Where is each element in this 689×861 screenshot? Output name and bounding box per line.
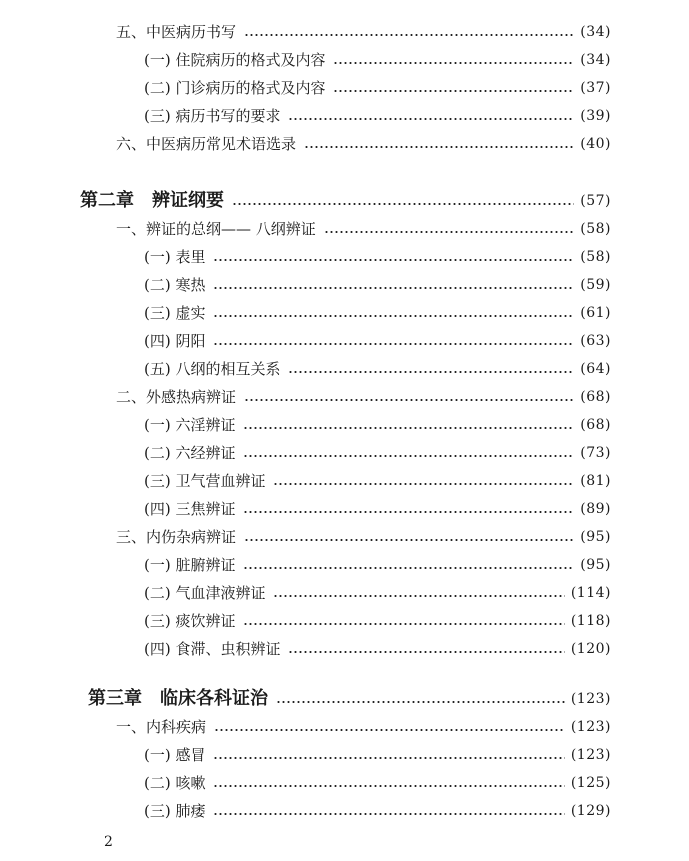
toc-entry-page: (37) xyxy=(580,80,611,96)
toc-entry-page: (40) xyxy=(580,136,611,152)
toc-entry-page: (68) xyxy=(580,417,611,433)
toc-entry xyxy=(116,387,611,407)
toc-entry-page: (95) xyxy=(580,529,611,545)
toc-entry-page: (58) xyxy=(580,249,611,265)
toc-entry xyxy=(144,50,611,70)
toc-entry-title: 二、外感热病辨证 xyxy=(116,388,237,406)
toc-entry-title: (一) 住院病历的格式及内容 xyxy=(144,51,326,69)
toc-entry-title: 一、辨证的总纲—— 八纲辨证 xyxy=(116,220,316,238)
toc-entry-page: (123) xyxy=(570,691,611,707)
leader-dots xyxy=(214,729,565,731)
toc-entry xyxy=(116,22,611,42)
toc-entry-title: (一) 六淫辨证 xyxy=(144,416,236,434)
leader-dots xyxy=(288,651,564,653)
toc-entry-page: (123) xyxy=(570,719,611,735)
leader-dots xyxy=(243,455,574,457)
toc-entry-title: (三) 病历书写的要求 xyxy=(144,107,281,125)
toc-entry xyxy=(144,359,611,379)
toc-entry-title: (三) 卫气营血辨证 xyxy=(144,472,266,490)
leader-dots xyxy=(243,511,574,513)
toc-entry-title: (二) 门诊病历的格式及内容 xyxy=(144,79,326,97)
toc-entry xyxy=(116,527,611,547)
leader-dots xyxy=(213,315,574,317)
toc-entry-title: (一) 脏腑辨证 xyxy=(144,556,236,574)
toc-entry xyxy=(116,717,611,737)
leader-dots xyxy=(304,146,574,148)
toc-entry-title: (一) 表里 xyxy=(144,248,206,266)
leader-dots xyxy=(244,539,574,541)
leader-dots xyxy=(213,757,564,759)
leader-dots xyxy=(243,623,564,625)
toc-entry-page: (120) xyxy=(570,641,611,657)
leader-dots xyxy=(213,343,574,345)
toc-entry xyxy=(144,415,611,435)
leader-dots xyxy=(276,701,565,703)
toc-entry-title: (四) 三焦辨证 xyxy=(144,500,236,518)
leader-dots xyxy=(244,34,574,36)
leader-dots xyxy=(213,785,564,787)
toc-entry xyxy=(116,219,611,239)
leader-dots xyxy=(244,399,574,401)
toc-chapter xyxy=(80,191,611,211)
toc-entry-title: 六、中医病历常见术语选录 xyxy=(116,135,297,153)
leader-dots xyxy=(288,118,574,120)
toc-entry xyxy=(144,247,611,267)
toc-entry-page: (59) xyxy=(580,277,611,293)
toc-entry-page: (63) xyxy=(580,333,611,349)
page-number: 2 xyxy=(104,834,113,850)
toc-entry-page: (68) xyxy=(580,389,611,405)
toc-entry-title: (一) 感冒 xyxy=(144,746,206,764)
toc-entry xyxy=(144,745,611,765)
toc-entry-page: (61) xyxy=(580,305,611,321)
toc-entry-title: 一、内科疾病 xyxy=(116,718,207,736)
toc-entry xyxy=(144,773,611,793)
leader-dots xyxy=(273,483,574,485)
toc-chapter xyxy=(88,689,611,709)
toc-entry xyxy=(144,555,611,575)
toc-entry xyxy=(144,499,611,519)
toc-entry-title: (三) 痰饮辨证 xyxy=(144,612,236,630)
leader-dots xyxy=(243,567,574,569)
toc-entry-page: (125) xyxy=(570,775,611,791)
toc-entry-page: (118) xyxy=(570,613,611,629)
toc-entry-title: 五、中医病历书写 xyxy=(116,23,237,41)
toc-entry-page: (73) xyxy=(580,445,611,461)
toc-entry-page: (64) xyxy=(580,361,611,377)
toc-entry-page: (129) xyxy=(570,803,611,819)
toc-entry-title: (二) 六经辨证 xyxy=(144,444,236,462)
toc-entry-title: (三) 肺痿 xyxy=(144,802,206,820)
toc-chapter-title: 第三章 临床各科证治 xyxy=(88,688,268,709)
leader-dots xyxy=(213,813,564,815)
leader-dots xyxy=(232,203,574,205)
leader-dots xyxy=(213,287,574,289)
leader-dots xyxy=(288,371,574,373)
toc-entry-page: (58) xyxy=(580,221,611,237)
toc-entry-page: (39) xyxy=(580,108,611,124)
toc-entry-title: (四) 食滞、虫积辨证 xyxy=(144,640,281,658)
toc-entry-page: (114) xyxy=(570,585,611,601)
toc-entry xyxy=(144,106,611,126)
toc-entry-page: (57) xyxy=(580,193,611,209)
leader-dots xyxy=(333,62,574,64)
toc-entry-page: (34) xyxy=(580,24,611,40)
toc-entry-page: (95) xyxy=(580,557,611,573)
toc-entry-page: (34) xyxy=(580,52,611,68)
leader-dots xyxy=(333,90,574,92)
toc-entry xyxy=(116,134,611,154)
toc-entry-title: (二) 寒热 xyxy=(144,276,206,294)
toc-entry-page: (81) xyxy=(580,473,611,489)
leader-dots xyxy=(213,259,574,261)
leader-dots xyxy=(324,231,574,233)
toc-entry xyxy=(144,611,611,631)
toc-entry xyxy=(144,275,611,295)
toc-entry-title: 三、内伤杂病辨证 xyxy=(116,528,237,546)
toc-entry xyxy=(144,303,611,323)
toc-entry-page: (89) xyxy=(580,501,611,517)
leader-dots xyxy=(243,427,574,429)
leader-dots xyxy=(273,595,564,597)
toc-chapter-title: 第二章 辨证纲要 xyxy=(80,190,224,211)
toc-entry xyxy=(144,639,611,659)
toc-entry-title: (五) 八纲的相互关系 xyxy=(144,360,281,378)
toc-entry xyxy=(144,801,611,821)
toc-entry xyxy=(144,471,611,491)
toc-entry xyxy=(144,583,611,603)
toc-entry-title: (三) 虚实 xyxy=(144,304,206,322)
toc-entry xyxy=(144,331,611,351)
toc-entry xyxy=(144,443,611,463)
toc-entry-title: (二) 气血津液辨证 xyxy=(144,584,266,602)
toc-entry-title: (二) 咳嗽 xyxy=(144,774,206,792)
toc-entry xyxy=(144,78,611,98)
toc-entry-title: (四) 阴阳 xyxy=(144,332,206,350)
toc-entry-page: (123) xyxy=(570,747,611,763)
